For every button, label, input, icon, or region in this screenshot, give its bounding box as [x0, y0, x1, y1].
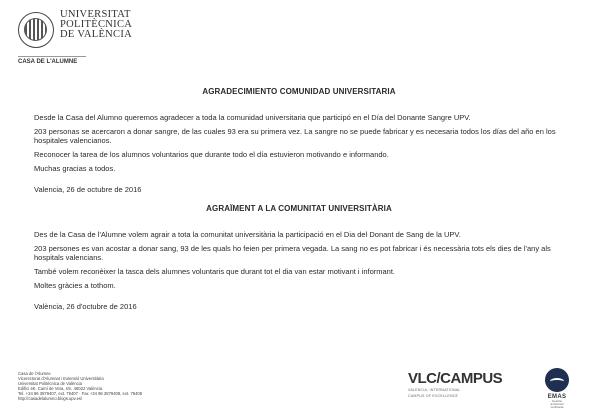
address-line: Universitat Politècnica de València	[18, 381, 82, 386]
header	[18, 10, 132, 48]
document-body	[34, 87, 564, 321]
university-name	[60, 10, 132, 40]
valencian-paragraph: Moltes gràcies a tothom.	[34, 281, 116, 290]
emas-sub: ambiental	[550, 402, 564, 406]
vlc-campus-sub: CAMPUS OF EXCELLENCE	[408, 394, 459, 398]
spanish-paragraph: Desde la Casa del Alumno queremos agradecer a toda la comunidad universitaria que participó en el Día del Donante Sangre UPV.	[34, 113, 471, 122]
university-line: POLITÈCNICA	[60, 19, 133, 30]
emas-sub: Gestión	[551, 399, 563, 403]
vlc-campus-logo	[408, 370, 503, 398]
emas-sub: verificada	[550, 405, 564, 409]
university-line: UNIVERSITAT	[60, 9, 131, 20]
university-line: DE VALÈNCIA	[60, 29, 133, 40]
valencian-date: València, 26 d'octubre de 2016	[34, 302, 137, 311]
spanish-paragraph: Muchas gracias a todos.	[34, 164, 116, 173]
valencian-paragraph: També volem reconèixer la tasca dels alumnes voluntaris que durant tot el dia van estar motivant i informant.	[34, 267, 396, 276]
address-line: Tel. +34 96 3879407, ext. 79407 · Fax +34 96 3879408, ext. 79408	[18, 391, 143, 396]
address-line: Edifici 4K. Camí de Vera, s/n. 46022 València	[18, 386, 103, 391]
address-line[interactable]: http://casadelalumno.blogs.upv.es/	[18, 396, 83, 401]
emas-logo	[540, 368, 574, 409]
footer-address	[18, 371, 142, 401]
university-seal-icon	[18, 12, 54, 48]
vlc-campus-sub: VALENCIA, INTERNATIONAL	[408, 388, 461, 392]
spanish-paragraph: Reconocer la tarea de los alumnos voluntarios que durante todo el día estuvieron motivando e informando.	[34, 150, 389, 159]
emas-label: EMAS	[547, 394, 567, 400]
spanish-paragraph: 203 personas se acercaron a donar sangre, de las cuales 93 era su primera vez. La sangre no se puede fabricar y es necesaria todos los días del año en los hospitales valencianos.	[34, 127, 556, 145]
spanish-title: AGRADECIMIENTO COMUNIDAD UNIVERSITARIA	[202, 87, 396, 96]
valencian-title: AGRAÏMENT A LA COMUNITAT UNIVERSITÀRIA	[206, 204, 392, 213]
address-line: Vicerectorat d'Alumnat i Extensió Universitària	[18, 376, 104, 381]
spanish-date: Valencia, 26 de octubre de 2016	[34, 185, 142, 194]
valencian-paragraph: Des de la Casa de l'Alumne volem agrair a tota la comunitat universitària la participació en el Dia del Donant de Sang de la UPV.	[34, 230, 461, 239]
vlc-campus-title: VLC/CAMPUS	[408, 370, 503, 387]
casa-label: CASA DE L'ALUMNE	[18, 56, 86, 65]
address-line: Casa de l'Alumne	[18, 371, 51, 376]
valencian-paragraph: 203 persones es van acostar a donar sang, 93 de les quals ho feien per primera vegada. La sang no es pot fabricar i és necessària tots els dies de l'any als hospitals valencians.	[34, 244, 551, 262]
emas-icon	[545, 368, 569, 392]
